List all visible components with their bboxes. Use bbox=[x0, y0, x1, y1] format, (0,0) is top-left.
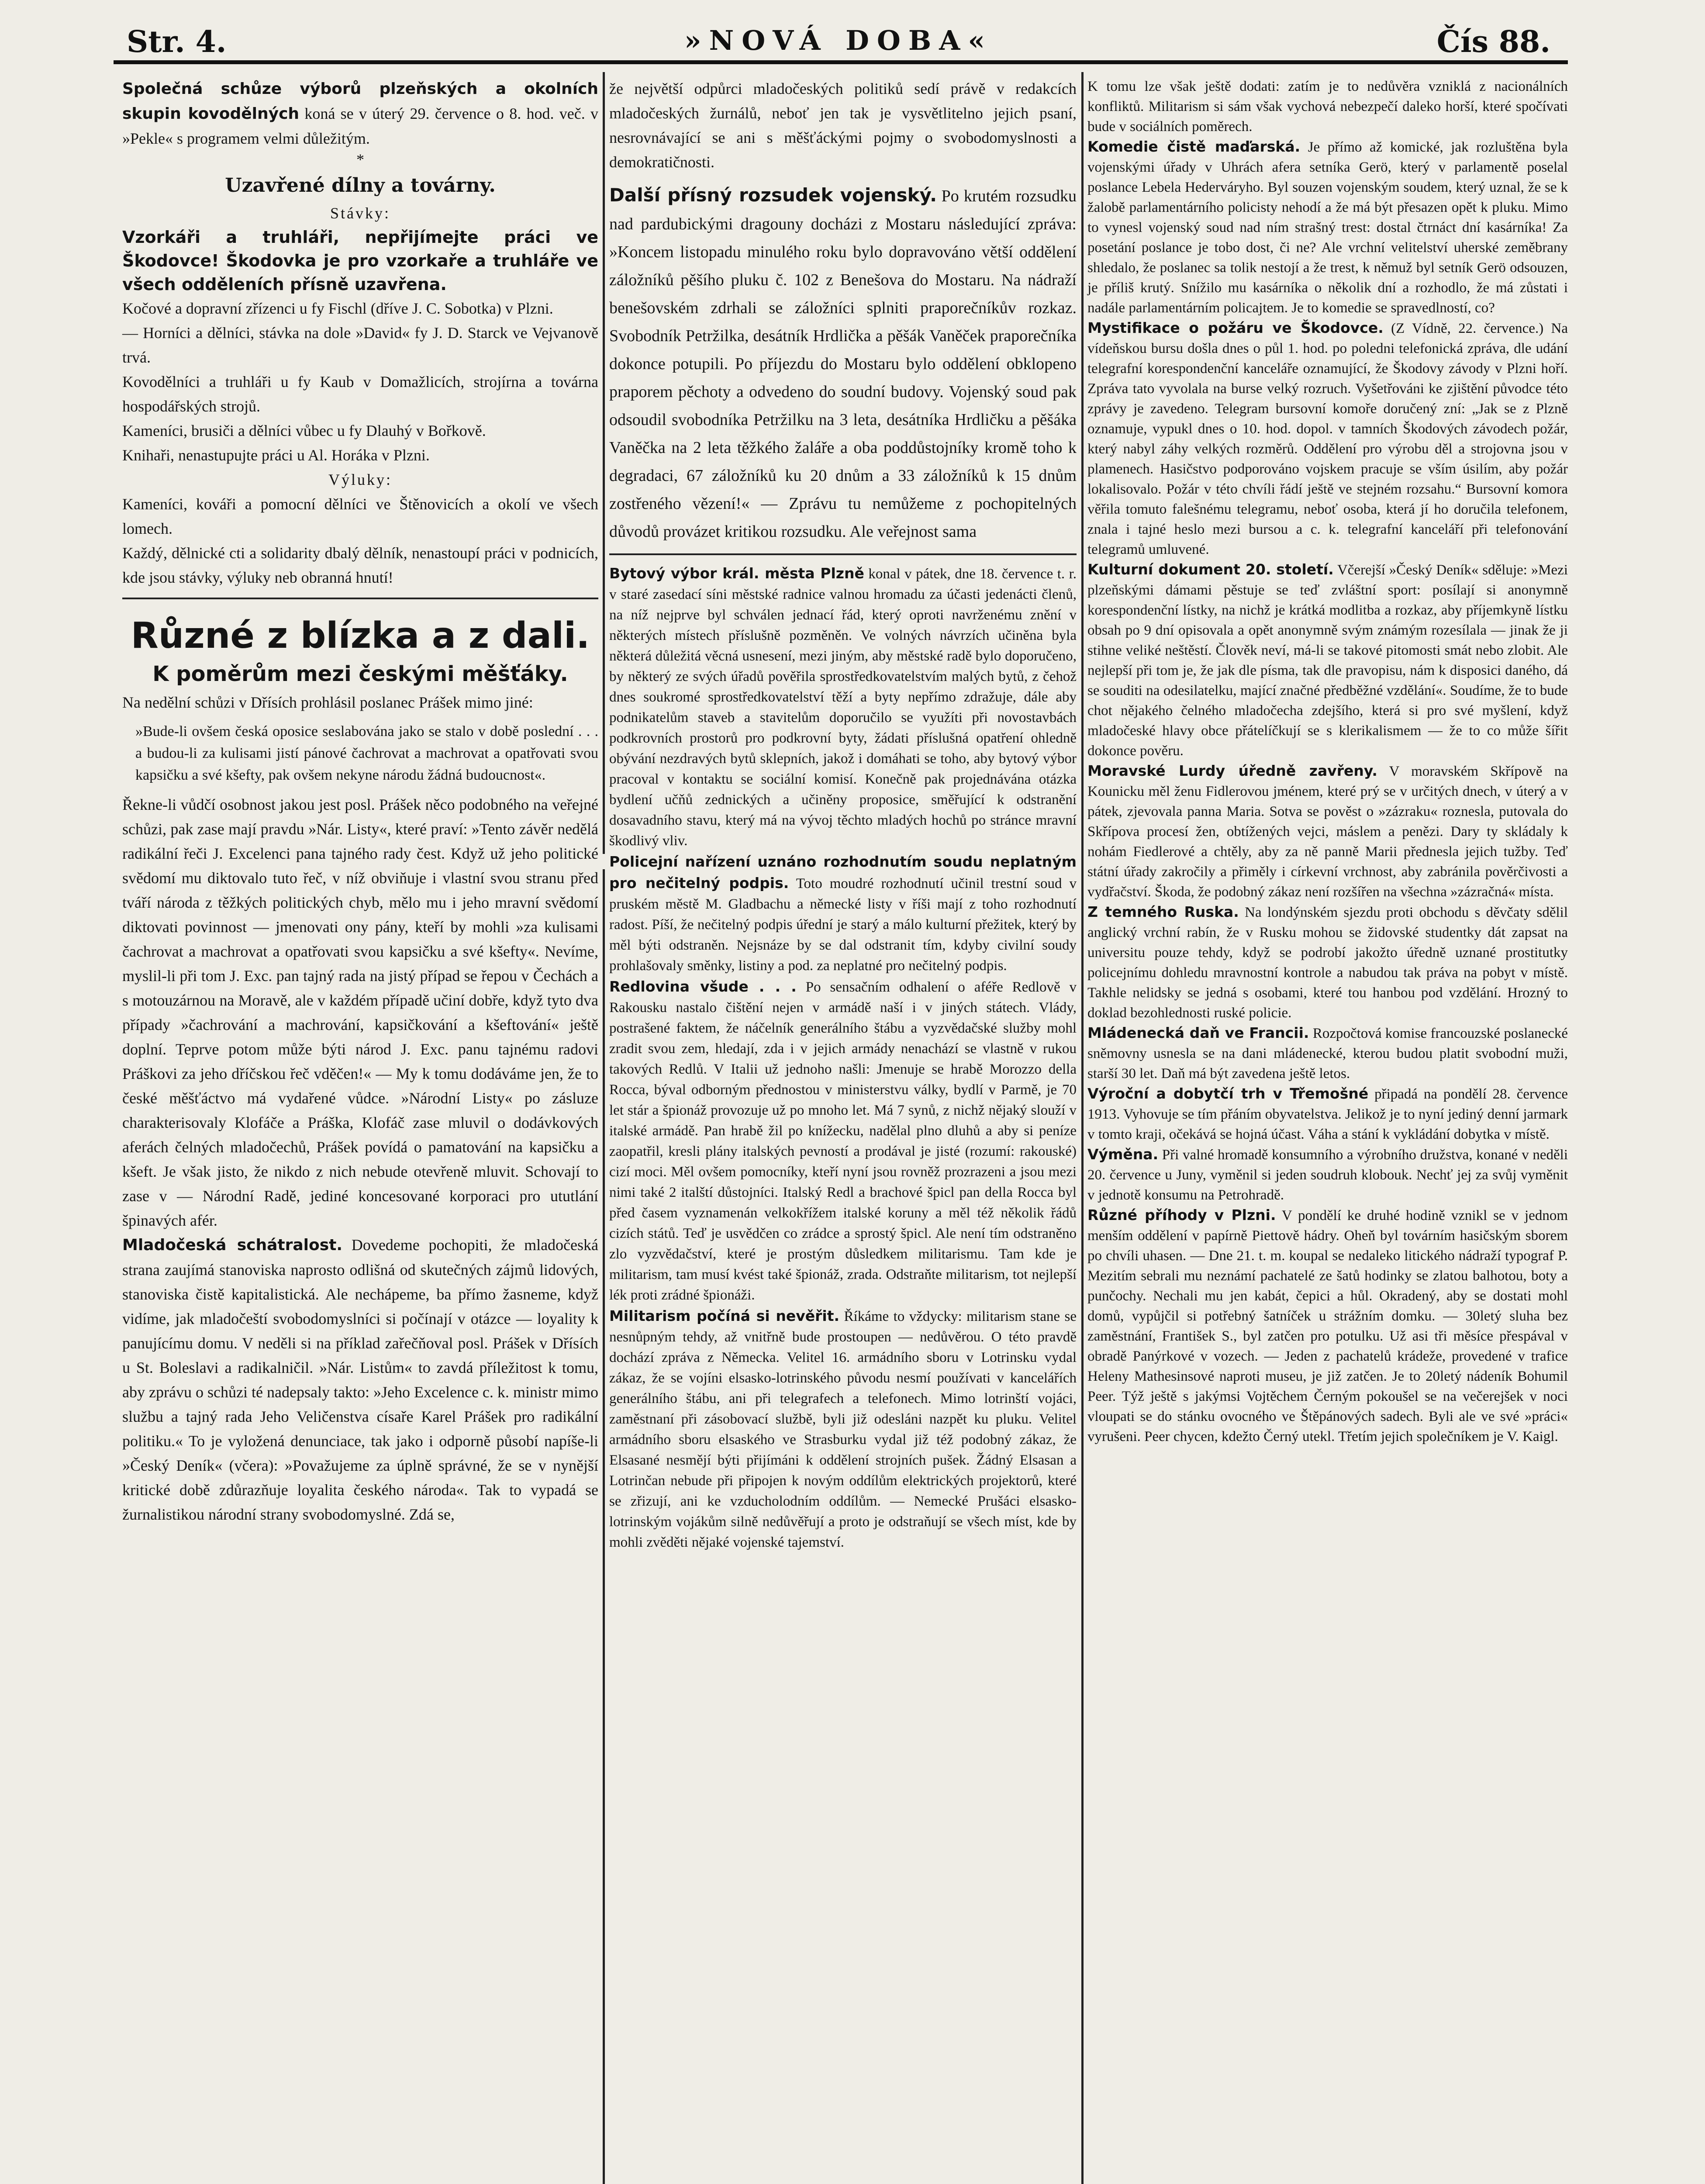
article-bachelor-tax: Mládenecká daň ve Francii. Rozpočtová komise francouzské poslanecké sněmovny usnesla se na dani mládenecké, kterou budou platit svobodní muži, starší 30 let. Daň má být zavedena ještě letos. bbox=[1087, 1024, 1568, 1082]
article-market: Výroční a dobytčí trh v Třemošné připadá na pondělí 28. července 1913. Vyhovuje se tím přáním obyvatelstva. Jelikož je to nyní jediný denní jarmark v tomto kraji, očekává se hojná účast. Váha a stání k vykládání dobytka v místě. bbox=[1087, 1085, 1568, 1142]
section-title: Různé z blízka a z dali. bbox=[131, 615, 590, 657]
strikes-label: Stávky: bbox=[330, 204, 390, 222]
article-plzen-events: Různé příhody v Plzni. V pondělí ke druhé hodině vznikl se v jednom menším oddělení v papírně Piettově hádry. Oheň byl továrním hasičským sborem po chvíli uhasen. — Dne 21. t. m. koupal se nedaleko litického nádraží typograf P. Mezitím sebrali mu neznámí pachatelé ze šatů hodinky se zlatou balhotou, boty a punčochy. Nechali mu jen kabát, čepici a hůl. Okradený, aby se dostati mohl domů, vypůjčil si potřebný šatníček u strážním domku. — 30letý sluha bez zaměstnání, František S., byl zatčen pro potulku. Už asi tři měsíce přespával v obradě Panýrkové v vozech. — Jeden z pachatelů krádeže, provedené v trafice Heleny Mathesinsové naproti museu, je již zatčen. Je to 20letý nádeník Bohumil Peer. Týž ještě s jakýmsi Vojtěchem Černým pokoušel se na večerejšek v noci vloupati se do stánku ovocného ve Štěpánových sadech. Byli ale ve své »práci« vyrušeni. Peer chycen, kdežto Černý utekl. Třetím jejich společníkem je V. Kaigl. bbox=[1087, 1206, 1568, 1444]
article-cultural-document: Kulturní dokument 20. století. Včerejší »Český Deník« sděluje: »Mezi plzeňskými dámami pěstuje se teď zvláštní sport: posílají si anonymně korespondenční lístky, na nichž je krátká modlitba a rozkaz, aby příjemkyně lístku obsah po 9 dní opisovala a opět anonymně svým známým rozesílala — jinak že ji stihne veliké neštěstí. Člověk neví, má-li se takové pitomosti smát nebo zlobit. Ale nejlepší při tom je, že jak dle písma, tak dle pravopisu, nám k disposici daného, dá se souditi na odesilatelku, mající značné předběžné vzdělání«. Soudíme, že to bude chot nějakého čelného mladočecha zdejšího, která si pro své myšlení, když mladočeské hlavy obce přátelíčkují se s klerikalismem — že to co může šířit dokonce pověru. bbox=[1087, 561, 1568, 759]
article-verdict: Další přísný rozsudek vojenský. Po krutém rozsudku nad pardubickými dragouny docházi z Mostaru následující zpráva: »Koncem listopadu minulého roku bylo dopravováno větší oddělení záložníků pěšího pluku č. 102 z Benešova do Mostaru. Na nádraží benešovském zdrhali se záložníci splniti praporečníkův rozkaz. Svobodník Petržilka, desátník Hrdlička a pěšák Vaněček praporečníka dokonce potupili. Po příjezdu do Mostaru bylo oddělení obklopeno praporem pěchoty a odvedeno do soudní budovy. Vojenský soud pak odsoudil svobodníka Petržilku na 3 leta, desátníka Hrdličku a pěšáka Vaněčka na 2 leta těžkého žaláře a oba poddůstojníky kromě toho k degradaci, 67 záložníků ku 20 dnům a 33 záložníků k 15 dnům zostřeného vězení!« — Zprávu tu nemůžeme z pochopitelných důvodů provázet kritikou rozsudku. Ale veřejnost sama bbox=[609, 184, 1077, 541]
issue-number: Čís 88. bbox=[1436, 24, 1550, 59]
column-3 bbox=[1087, 76, 1568, 1447]
article-lourdes: Moravské Lurdy úředně zavřeny. V moravském Skřípově na Kounicku měl ženu Fidlerovou jménem, které prý se v určitých dnech, v úterý a v pátek, zjevovala panna Maria. Sotva se pověst o »zázraku« roznesla, putovala do Skřípova procesí žen, obtížených vejci, máslem a penězi. Dary ty skládaly k nohám Fiedlerové a chtěly, aby za ně panně Marii přednesla jejich tužby. Teď státní úřady zakročily a přiměly i církevní vrchnost, aby zabránila pověrčivosti a vydřačství. Škoda, že podobný zákaz není rozšířen na všechna »zázračná« místa. bbox=[1087, 762, 1568, 900]
lockout-item: Každý, dělnické cti a solidarity dbalý dělník, nenastoupí práci v podnicích, kde jsou stávky, výluky neb obranná hnutí! bbox=[122, 544, 598, 586]
column-divider-2 bbox=[1081, 72, 1084, 2184]
article-housing: Bytový výbor král. města Plzně konal v pátek, dne 18. července t. r. v staré zasedací síni městské radnice valnou hromadu za účasti jedenácti členů, na níž nejprve byl schválen jednací řád, který oproti navrženému znění v některých místech příslušně pozměněn. Ve volných návrzích učiněna byla některá důležitá věcná usnesení, mezi jiným, aby městské radě bylo doporučeno, by některý ze svých úřadů pověřila sprostředkovatelstvím malých bytů, z čehož dnes soukromé sprostředkovatelství těží a byty nepřímo zdražuje, dále aby podnikatelům staveb a stavitelům doporučilo se využíti při novostavbách podkrovních prostorů pro podkrovní byty, žádati příslušná opatření ohledně obývání nezdravých bytů sklepních, jakož i domáhati se toho, aby bytový výbor pracoval v kontaktu se sociální komisí. Konečně pak projednávána otázka bydlení učňů zednických a učiněny proposice, směřující k odstranění dosavadního stavu, který má na vývoj těchto mladých hochů po stránce mravní škodlivý vliv. bbox=[609, 565, 1077, 849]
article-russia: Z temného Ruska. Na londýnském sjezdu proti obchodu s děvčaty sdělil anglický vrchní rabín, že v Rusku mohou se židovské studentky dát zapsat na universitu pouze tehdy, když se podrobí jakožto úředně uznané prostitutky policejnímu dohledu mravnostní kontrole a nabudou tak práva na pobyt v místě. Takhle nelidsky se jedná s osobami, které tou hanbou pod vzdělání. Hrozný to doklad bezohlednosti ruské policie. bbox=[1087, 903, 1568, 1021]
strike-item: Kovodělníci a truhláři u fy Kaub v Domažlicích, strojírna a továrna hospodářských strojů. bbox=[122, 373, 598, 415]
strikes-warning: Vzorkáři a truhláři, nepřijímejte práci ve Škodovce! Škodovka je pro vzorkaře a truhláře ve všech odděleních přísně uzavřena. bbox=[122, 228, 598, 294]
strike-item: Kameníci, brusiči a dělníci vůbec u fy Dlauhý v Bořkově. bbox=[122, 422, 486, 439]
article-comedy: Komedie čistě maďarská. Je přímo až komické, jak rozluštěna byla vojenskými úřady v Uhrách afera setníka Gerö, který v parlamentě poselal poslance Lebela Hederváryho. Byl souzen vojenským soudem, který uznal, že se k žalobě parlamentárního policisty nehodí a že má být přesazen opět k pluku. Mimo to vynesl vojenský soud nad ním strašný trest: dostal čtrnáct dní kasárníka! Za posetání poslance je tobo dost, či ne? Ale vrchní velitelství uherské zeměbrany shledalo, že poslanec sa tolik nestojí a že trest, k němuž byl setník Gerö odsouzen, je příliš krutý. Snížilo mu kasárníka o několik dní a rozhodlo, že má zůstati i nadále parlamentárním policajtem. Je to komedie se spravedlností, co? bbox=[1087, 138, 1568, 316]
masthead bbox=[127, 16, 1550, 59]
header-rule bbox=[114, 60, 1568, 64]
article-quote: »Bude-li ovšem česká oposice seslabována jako se stalo v době poslední . . . a budou-li za kulisami jistí pánové čachrovat a machrovat a opatřovati svou kapsičku a své kšefty, pak ovšem nekyne národu žádná budoucnost«. bbox=[135, 723, 598, 783]
closed-shops-title: Uzavřené dílny a továrny. bbox=[225, 174, 496, 197]
article-continuation: K tomu lze však ještě dodati: zatím je to nedůvěra vzniklá z nacionálních konfliktů. Militarism si sám však vychová nebezpečí daleko horší, které spočívati bude v sociálních poměrech. bbox=[1087, 79, 1568, 135]
article-continuation: že největší odpůrci mladočeských politiků sedí právě v redakcích mladočeských žurnálů, neboť jen tak je vysvětlitelno jejich psaní, nesrovnávající se ani s měšťáckými pojmy o svobodomyslnosti a demokratičnosti. bbox=[609, 80, 1077, 171]
lockout-item: Kameníci, kováři a pomocní dělníci ve Štěnovicích a okolí ve všech lomech. bbox=[122, 495, 598, 537]
article-police-order: Policejní nařízení uznáno rozhodnutím soudu neplatným pro nečitelný podpis. Toto moudré rozhodnutí učinil trestní soud v pruském městě M. Gladbachu a německé listy v říši mají z toho rozhodnutí radost. Píší, že nečitelný podpis úřední je starý a málo kulturní přežitek, který by měl býti odstraněn. Nejsnáze by se dal odstranit tím, kdyby civilní soudy prohlašovaly směnky, listiny a pod. za neplatné pro nečitelný podpis. bbox=[609, 853, 1077, 974]
article-schatralost: Mladočeská schátralost. Dovedeme pochopiti, že mladočeská strana zaujímá stanoviska naprosto odlišná od skutečných zájmů lidových, stanoviska čistě kapitalistická. Ale nechápeme, ba přímo žasneme, když vidíme, jak mladočeští svobodomyslníci si počínají v otázce — loyality k panujícímu domu. V neděli si na příklad zařečňoval posl. Prášek v Dřísích u St. Boleslavi a radikalničil. »Nár. Listům« to zavdá příležitost k tomu, aby zprávu o schůzi té nadepsaly takto: »Jeho Excelence c. k. ministr mimo službu a tajný rada Jeho Veličenstva císaře Karel Prášek pro radikální politiku.« To je vyložená denunciace, tak jako i odporně působí napíše-li »Český Deník« (včera): »Považujeme za úplně správné, že se v nynější kritické době zdůrazňuje loyalita českého národa«. Tak to vypadá se žurnalistikou národní strany svobodomyslné. Zdá se, bbox=[122, 1236, 598, 1523]
column-2 bbox=[609, 76, 1077, 1553]
article-title: K poměrům mezi českými měšťáky. bbox=[152, 662, 568, 686]
section-rule bbox=[609, 553, 1077, 555]
column-1 bbox=[122, 76, 598, 1527]
article-meeting: Společná schůze výborů plzeňských a okolních skupin kovodělných koná se v úterý 29. července o 8. hod. več. v »Pekle« s programem velmi důležitým. bbox=[122, 80, 599, 147]
lockouts-label: Výluky: bbox=[328, 471, 392, 488]
strike-item: — Horníci a dělníci, stávka na dole »David« fy J. D. Starck ve Vejvanově trvá. bbox=[122, 324, 598, 366]
strike-item: Knihaři, nenastupujte práci u Al. Horáka v Plzni. bbox=[122, 446, 430, 464]
article-militarism: Militarism počíná si nevěřit. Říkáme to vždycky: militarism stane se nesnůpným tehdy, až vnitřně bude prostoupen — nedůvěrou. O této pravdě dochází zpráva z Německa. Velitel 16. armádního sboru v Lotrinsku vydal zákaz, že se vojíni elsasko-lotrinského původu nesmí používati v kancelářích generálního štábu, ani při telegrafech a telefonech. Mimo lotrinští vojáci, zaměstnaní při zásobovací službě, byli již odesláni nazpět ku pluku. Velitel armádního sboru elsaského ve Strasburku vydal již též podobný zákaz, že Elsasané nesmějí býti přijímáni k oddělení strojních pušek. Žádný Elsasan a Lotrinčan nebude při připojen k novým oddílům elektrických projektorů, které se zřizují, ani ke vzducholodním oddílům. — Nemecké Prušáci elsasko-lotrinským vojákům silně nedůvěřují a proto je odstraňují se všech míst, kde by mohli zvěděti nějaké vojenské tajemství. bbox=[609, 1307, 1077, 1550]
article-exchange: Výměna. Při valné hromadě konsumního a výrobního družstva, konané v neděli 20. července u Juny, vyměnil si jeden soudruh klobouk. Nechť jej za svůj vyměnit v jednotě konsumu na Petrohradě. bbox=[1087, 1146, 1568, 1203]
column-divider-lower-1 bbox=[603, 869, 605, 2184]
column-divider-upper-1 bbox=[603, 72, 605, 854]
article-intro: Na nedělní schůzi v Dřísích prohlásil poslanec Prášek mimo jiné: bbox=[122, 694, 533, 711]
section-rule bbox=[122, 598, 598, 599]
article-skoda-fire: Mystifikace o požáru ve Škodovce. (Z Vídně, 22. července.) Na vídeňskou bursu došla dnes o půl 1. hod. po poledni telefonická zpráva, dle udání telegrafní korespondenční kanceláře oznamující, že Škodovy závody v Plzni hoří. Zpráva tato vyvolala na burse velký rozruch. Vyšetřováni ke zjištění původce této zprávy je zavedeno. Telegram bursovní komoře doručený zní: „Jak se z Plzně oznamuje, vypukl dnes o 10. hod. dopol. v tamních Škodových závodech požár, který nabyl záhy velkých rozměrů. Oddělení pro výrobu děl a strojovna jsou v plamenech. Hasičstvo podporováno vojskem pracuje se vším úsilím, aby požár lokalisovalo. Požár v této chvíli řádí ještě ve stejném rozsahu.“ Bursovní komora věřila tomuto falešnému telegramu, neboť osoba, která jí ho doručila telefonem, znala i tajné heslo mezi bursou a c. k. telegrafní kanceláří při telefonování telegramů umluvené. bbox=[1087, 319, 1568, 557]
article-body: Řekne-li vůdčí osobnost jakou jest posl. Prášek něco podobného na veřejné schůzi, pak zase mají pravdu »Nár. Listy«, které praví: »Tento závěr nedělá radikální řeči J. Excelenci pana tajného rady čest. Když už jeho politické svědomí mu diktovalo tuto řeč, v níž obviňuje i vlastní svou stranu před tváří národa z těžkých politických chyb, mělo mu i jeho mravní svědomí diktovati povinnost — jmenovati ony pány, kteří by mohli »za kulisami čachrovat a machrovat a opatřovati svou kapsičku a své kšefty«. Nevíme, myslil-li při tom J. Exc. pan tajný rada na jistý případ se řepou v Čechách a s motouzárnou na Moravě, ale v každém případě učiní dobře, když tyto dva případy »čachrování a machrování, kapsičkování a kšeftování« ještě doplní. Teprve potom může býti národ J. Exc. panu tajnému radovi Práškovi za jeho dříčskou řeč vděčen!« — My k tomu dodáváme jen, že to české měšťáctvo má vydařené vůdce. »Národní Listy« po zásluze charakterisovaly Klofáče a Práška, Klofáč zase mluvil o dodávkových aferách čelných mladočechů, Prášek povídá o pamatování na kapsičku a kšeft. Je však jisto, že nikdo z nich nebude otevřeně mluvit. Schovají to zase v — Národní Radě, jediné koncesované korporaci pro ututlání špinavých afér. bbox=[122, 796, 598, 1229]
newspaper-title: »NOVÁ DOBA« bbox=[684, 24, 993, 56]
page-number: Str. 4. bbox=[127, 24, 227, 59]
article-redl: Redlovina všude . . . Po sensačním odhalení o aféře Redlově v Rakousku nastalo čištění nejen v armádě naší i v jiných státech. Vlády, postrašené faktem, že náčelník generálního štábu a vyzvědačské služby mohl zradit svou zem, hledají, zda i v jejich armády nenachází se vlastně v rukou takových Redlů. V Italii už jednoho našli: Jmenuje se hrabě Morozzo della Rocca, býval odborným přednostou v ministerstvu války, bydlí v Parmě, je 70 let stár a špionáž provozuje už po mnoho let. Má 7 synů, z nichž nějaký slouží v italské armádě. Pan hrabě žil po knížecku, nadělal plno dluhů a aby si peníze zaopatřil, kresli plány italských pevností a prodával je jisté (rozumí: rakouské) cizí moci. Měl ovšem pomocníky, kteří nyní jsou rovněž prozrazeni a jsou mezi nimi také 2 italští důstojníci. Italský Redl a brachové špicl pan della Rocca byl před časem vyznamenán velkokřížem italské koruny a měl též několik řádů cizích států. Teď je usvědčen co zrádce a sprostý špicl. Ale není tím odstraněno zlo vyzvědačství, které je prostým důsledkem militarismu. Tam kde je militarism, tam musí kvést také špionáž, zrada. Odstraňte militarism, tot nejlepší lék proti zrádné špionáži. bbox=[609, 978, 1077, 1303]
separator-star: * bbox=[356, 151, 364, 168]
strike-item: Kočové a dopravní zřízenci u fy Fischl (dříve J. C. Sobotka) v Plzni. bbox=[122, 300, 553, 317]
